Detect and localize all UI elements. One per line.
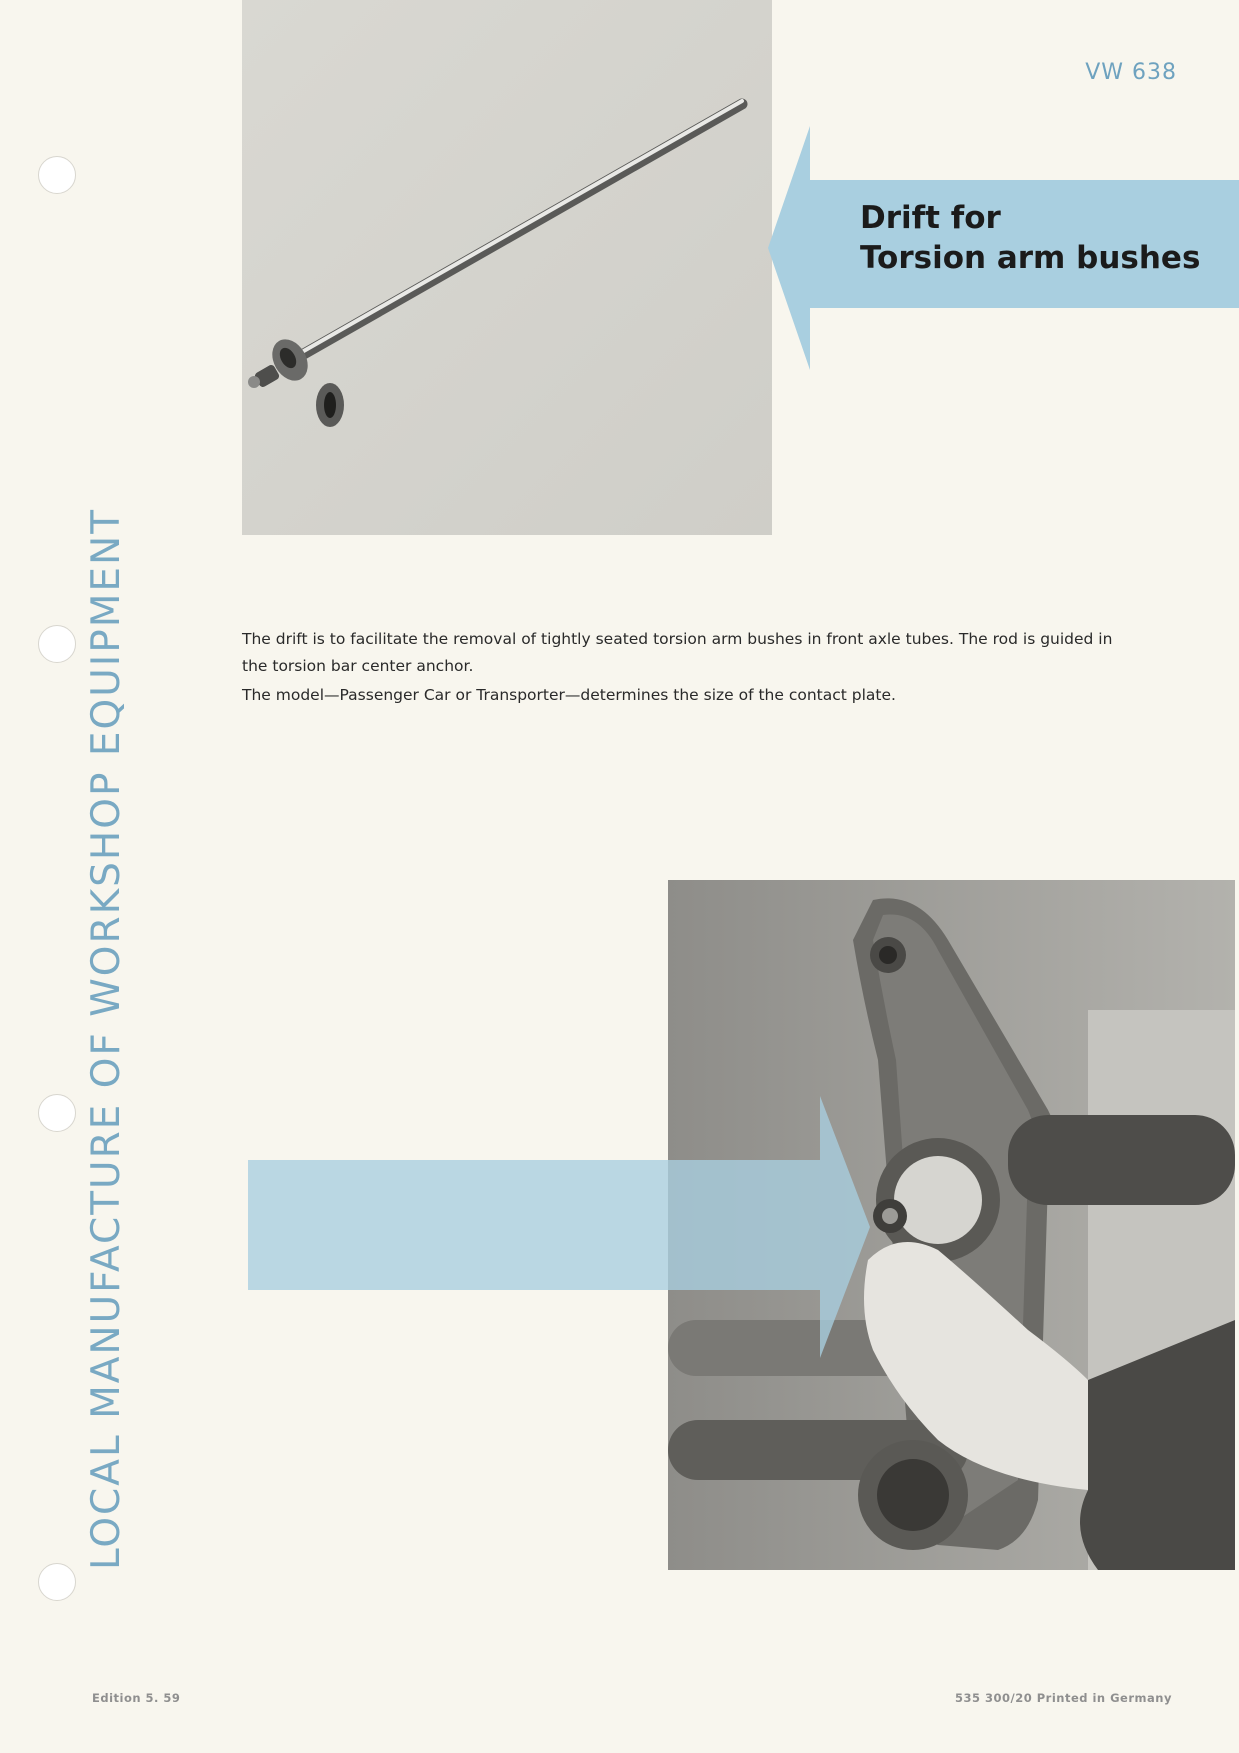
title-line-2: Torsion arm bushes	[860, 240, 1201, 276]
description	[242, 626, 1122, 709]
edition-label: Edition 5. 59	[92, 1691, 181, 1705]
description-paragraph: The drift is to facilitate the removal of tightly seated torsion arm bushes in front axle tubes. The rod is guided in the torsion bar center anchor.	[242, 630, 1113, 675]
punch-hole	[38, 1094, 76, 1132]
side-title: LOCAL MANUFACTURE OF WORKSHOP EQUIPMENT	[84, 507, 129, 1570]
punch-hole	[38, 625, 76, 663]
page-title	[860, 198, 1200, 278]
punch-hole	[38, 156, 76, 194]
description-paragraph: The model—Passenger Car or Transporter—determines the size of the contact plate.	[242, 686, 896, 704]
punch-hole	[38, 1563, 76, 1601]
title-line-1: Drift for	[860, 200, 1001, 236]
drift-tool-photo	[242, 0, 772, 535]
document-number: VW 638	[1085, 60, 1177, 85]
arrow-right-icon	[248, 1096, 870, 1358]
print-info: 535 300/20 Printed in Germany	[955, 1691, 1172, 1705]
